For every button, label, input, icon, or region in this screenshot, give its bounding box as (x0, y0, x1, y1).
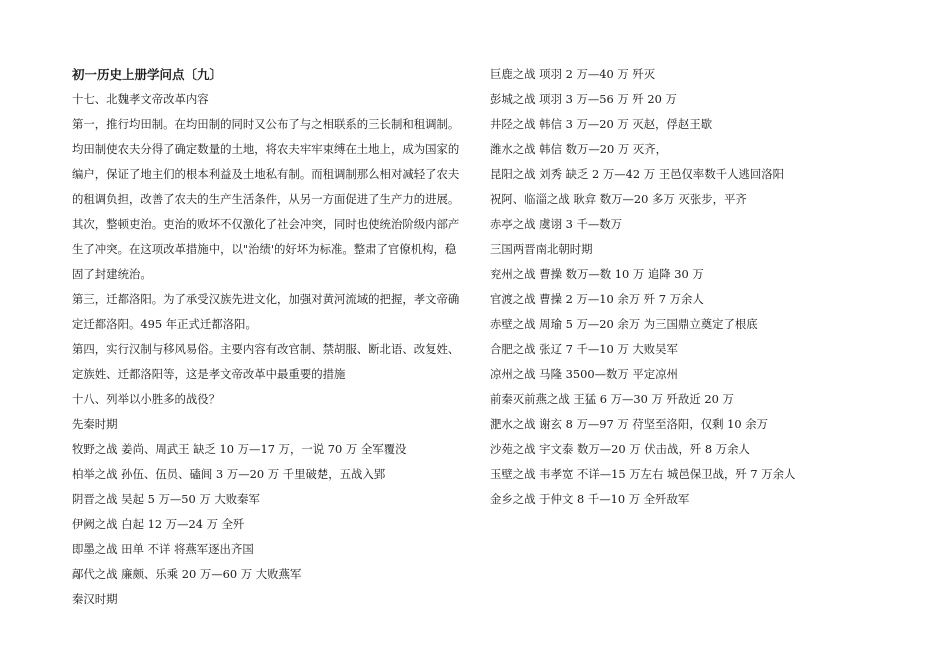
battle-entry: 祝阿、临淄之战 耿弇 数万—20 多万 灭张步，平齐 (490, 192, 747, 206)
text-line: 定迁都洛阳。495 年正式迁都洛阳。 (72, 317, 257, 331)
battle-entry: 前秦灭前燕之战 王猛 6 万—30 万 歼敌近 20 万 (490, 392, 734, 406)
battle-entry: 淝水之战 谢玄 8 万—97 万 苻坚至洛阳，仅剩 10 余万 (490, 417, 769, 431)
battle-entry: 井陉之战 韩信 3 万—20 万 灭赵，俘赵王歇 (490, 117, 713, 131)
battle-entry: 兖州之战 曹操 数万—数 10 万 追降 30 万 (490, 267, 704, 281)
period-heading: 三国两晋南北朝时期 (490, 242, 593, 256)
battle-entry: 伊阙之战 白起 12 万—24 万 全歼 (72, 517, 245, 531)
battle-entry: 赤亭之战 虞诩 3 千—数万 (490, 217, 623, 231)
battle-entry: 金乡之战 于仲文 8 千—10 万 全歼敌军 (490, 492, 690, 506)
period-heading: 先秦时期 (72, 417, 118, 431)
period-heading: 秦汉时期 (72, 592, 118, 606)
battle-entry: 合肥之战 张辽 7 千—10 万 大败吴军 (490, 342, 678, 356)
battle-entry: 牧野之战 姜尚、周武王 缺乏 10 万—17 万，一说 70 万 全军覆没 (72, 442, 407, 456)
section-heading-18: 十八、列举以小胜多的战役？ (72, 392, 221, 406)
battle-entry: 柏举之战 孙伍、伍员、磕闾 3 万—20 万 千里破楚，五战入郢 (72, 467, 386, 481)
left-column (72, 62, 464, 612)
document-title: 初一历史上册学问点〔九〕 (72, 67, 223, 82)
text-line: 编户，保证了地主们的根本利益及土地私有制。而租调制那么相对减轻了农夫 (72, 167, 460, 181)
battle-entry: 赤壁之战 周瑜 5 万—20 余万 为三国鼎立奠定了根底 (490, 317, 758, 331)
text-line: 其次，整顿吏治。吏治的败坏不仅激化了社会冲突，同时也使统治阶级内部产 (72, 217, 460, 231)
section-heading-17: 十七、北魏孝文帝改革内容 (72, 92, 209, 106)
text-line: 生了冲突。在这项改革措施中，以"治绩'的好坏为标准。整肃了官僚机构，稳 (72, 242, 457, 256)
text-line: 定族姓、迁都洛阳等，这是孝文帝改革中最重要的措施 (72, 367, 346, 381)
battle-entry: 昆阳之战 刘秀 缺乏 2 万—42 万 王邑仅率数千人逃回洛阳 (490, 167, 785, 181)
battle-entry: 阴晋之战 吴起 5 万—50 万 大败秦军 (72, 492, 260, 506)
battle-entry: 凉州之战 马隆 3500—数万 平定凉州 (490, 367, 678, 381)
battle-entry: 官渡之战 曹操 2 万—10 余万 歼 7 万余人 (490, 292, 704, 306)
text-line: 第一，推行均田制。在均田制的同时又公布了与之相联系的三长制和租调制。 (72, 117, 460, 131)
battle-entry: 潍水之战 韩信 数万—20 万 灭齐， (490, 142, 668, 156)
battle-entry: 彭城之战 项羽 3 万—56 万 歼 20 万 (490, 92, 677, 106)
text-line: 固了封建统治。 (72, 267, 152, 281)
battle-entry: 鄗代之战 廉颇、乐乘 20 万—60 万 大败燕军 (72, 567, 302, 581)
text-line: 均田制使农夫分得了确定数量的土地，将农夫牢牢束缚在土地上，成为国家的 (72, 142, 460, 156)
battle-entry: 玉壁之战 韦孝宽 不详—15 万左右 城邑保卫战，歼 7 万余人 (490, 467, 796, 481)
text-line: 第三，迁都洛阳。为了承受汉族先进文化，加强对黄河流域的把握，孝文帝确 (72, 292, 460, 306)
text-line: 的租调负担，改善了农夫的生产生活条件，从另一方面促进了生产力的进展。 (72, 192, 460, 206)
battle-entry: 沙苑之战 宇文泰 数万—20 万 伏击战，歼 8 万余人 (490, 442, 750, 456)
battle-entry: 巨鹿之战 项羽 2 万—40 万 歼灭 (490, 67, 656, 81)
right-column (490, 62, 910, 512)
text-line: 第四，实行汉制与移风易俗。主要内容有改官制、禁胡服、断北语、改复姓、 (72, 342, 460, 356)
battle-entry: 即墨之战 田单 不详 将燕军逐出齐国 (72, 542, 254, 556)
